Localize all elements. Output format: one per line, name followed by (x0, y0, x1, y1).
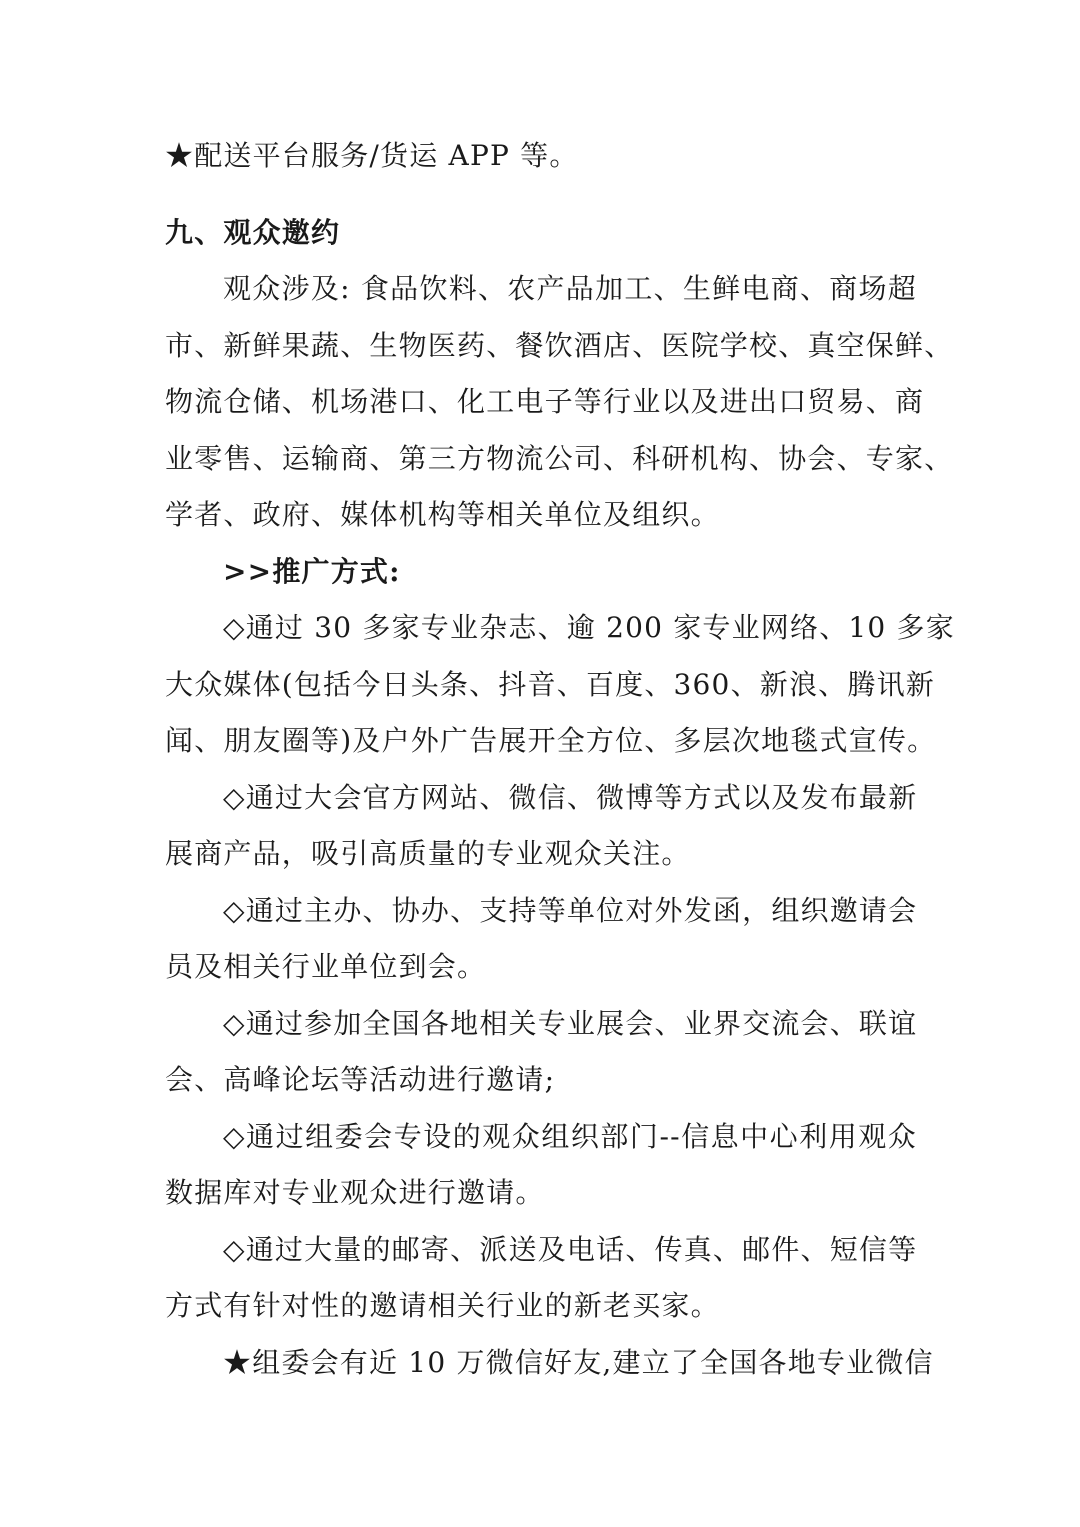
promo-item (165, 1109, 917, 1222)
promo-line-text: 会、高峰论坛等活动进行邀请; (165, 1063, 556, 1096)
document-page (165, 128, 955, 1391)
promo-line-text: ◇通过大会官方网站、微信、微博等方式以及发布最新 (223, 780, 918, 814)
promo-line (165, 1165, 917, 1222)
audience-paragraph (165, 261, 954, 544)
promo-line (165, 713, 937, 770)
audience-line-text: 学者、政府、媒体机构等相关单位及组织。 (165, 498, 720, 531)
promo-item (165, 883, 917, 996)
promo-line-text: ◇通过组委会专设的观众组织部门--信息中心利用观众 (223, 1119, 917, 1153)
promo-line (165, 770, 917, 827)
audience-line-text: 业零售、运输商、第三方物流公司、科研机构、协会、专家、 (165, 441, 954, 475)
promo-line (165, 996, 917, 1053)
promo-line-text: 闻、朋友圈等)及户外广告展开全方位、多层次地毯式宣传。 (165, 724, 937, 757)
promo-line-text: ◇通过 30 多家专业杂志、逾 200 家专业网络、10 多家 (223, 611, 955, 644)
audience-line (165, 318, 954, 375)
promo-line-text: ◇通过主办、协办、支持等单位对外发函，组织邀请会 (223, 893, 918, 927)
section-heading-text: 九、观众邀约 (165, 215, 341, 249)
promo-item (165, 600, 955, 770)
promo-line-text: 员及相关行业单位到会。 (165, 950, 487, 983)
promo-line (165, 1335, 934, 1392)
audience-line (165, 487, 917, 544)
audience-line-text: 观众涉及: 食品饮料、农产品加工、生鲜电商、商场超 (223, 272, 917, 305)
section-heading (165, 205, 917, 262)
promo-line-text: 大众媒体(包括今日头条、抖音、百度、360、新浪、腾讯新 (165, 667, 935, 701)
promo-line (165, 1109, 917, 1166)
promo-item (165, 1222, 917, 1335)
promo-heading-text: >>推广方式: (223, 554, 401, 588)
promo-line (165, 826, 917, 883)
intro-line-text: ★配送平台服务/货运 APP 等。 (165, 139, 579, 172)
promo-item (165, 1335, 934, 1392)
intro-line (165, 128, 917, 185)
promo-line (165, 657, 935, 714)
promo-line-text: 数据库对专业观众进行邀请。 (165, 1176, 545, 1209)
promo-line (165, 1052, 917, 1109)
promo-line (165, 1222, 917, 1279)
promo-line-text: 展商产品，吸引高质量的专业观众关注。 (165, 837, 691, 870)
promo-line-text: 方式有针对性的邀请相关行业的新老买家。 (165, 1289, 720, 1322)
audience-line-text: 物流仓储、机场港口、化工电子等行业以及进出口贸易、商 (165, 385, 925, 418)
audience-line-text: 市、新鲜果蔬、生物医药、餐饮酒店、医院学校、真空保鲜、 (165, 328, 954, 362)
promo-line-text: ★组委会有近 10 万微信好友,建立了全国各地专业微信 (223, 1345, 934, 1379)
promo-line-text: ◇通过大量的邮寄、派送及电话、传真、邮件、短信等 (223, 1232, 918, 1266)
promo-line-text: ◇通过参加全国各地相关专业展会、业界交流会、联谊 (223, 1006, 918, 1040)
audience-line (165, 374, 925, 431)
promo-line (165, 883, 917, 940)
audience-line (165, 431, 954, 488)
promo-line (165, 1278, 917, 1335)
audience-line (165, 261, 917, 318)
promo-line (165, 600, 955, 657)
promo-heading (165, 544, 917, 601)
promo-line (165, 939, 917, 996)
promo-item (165, 996, 917, 1109)
promo-item (165, 770, 917, 883)
